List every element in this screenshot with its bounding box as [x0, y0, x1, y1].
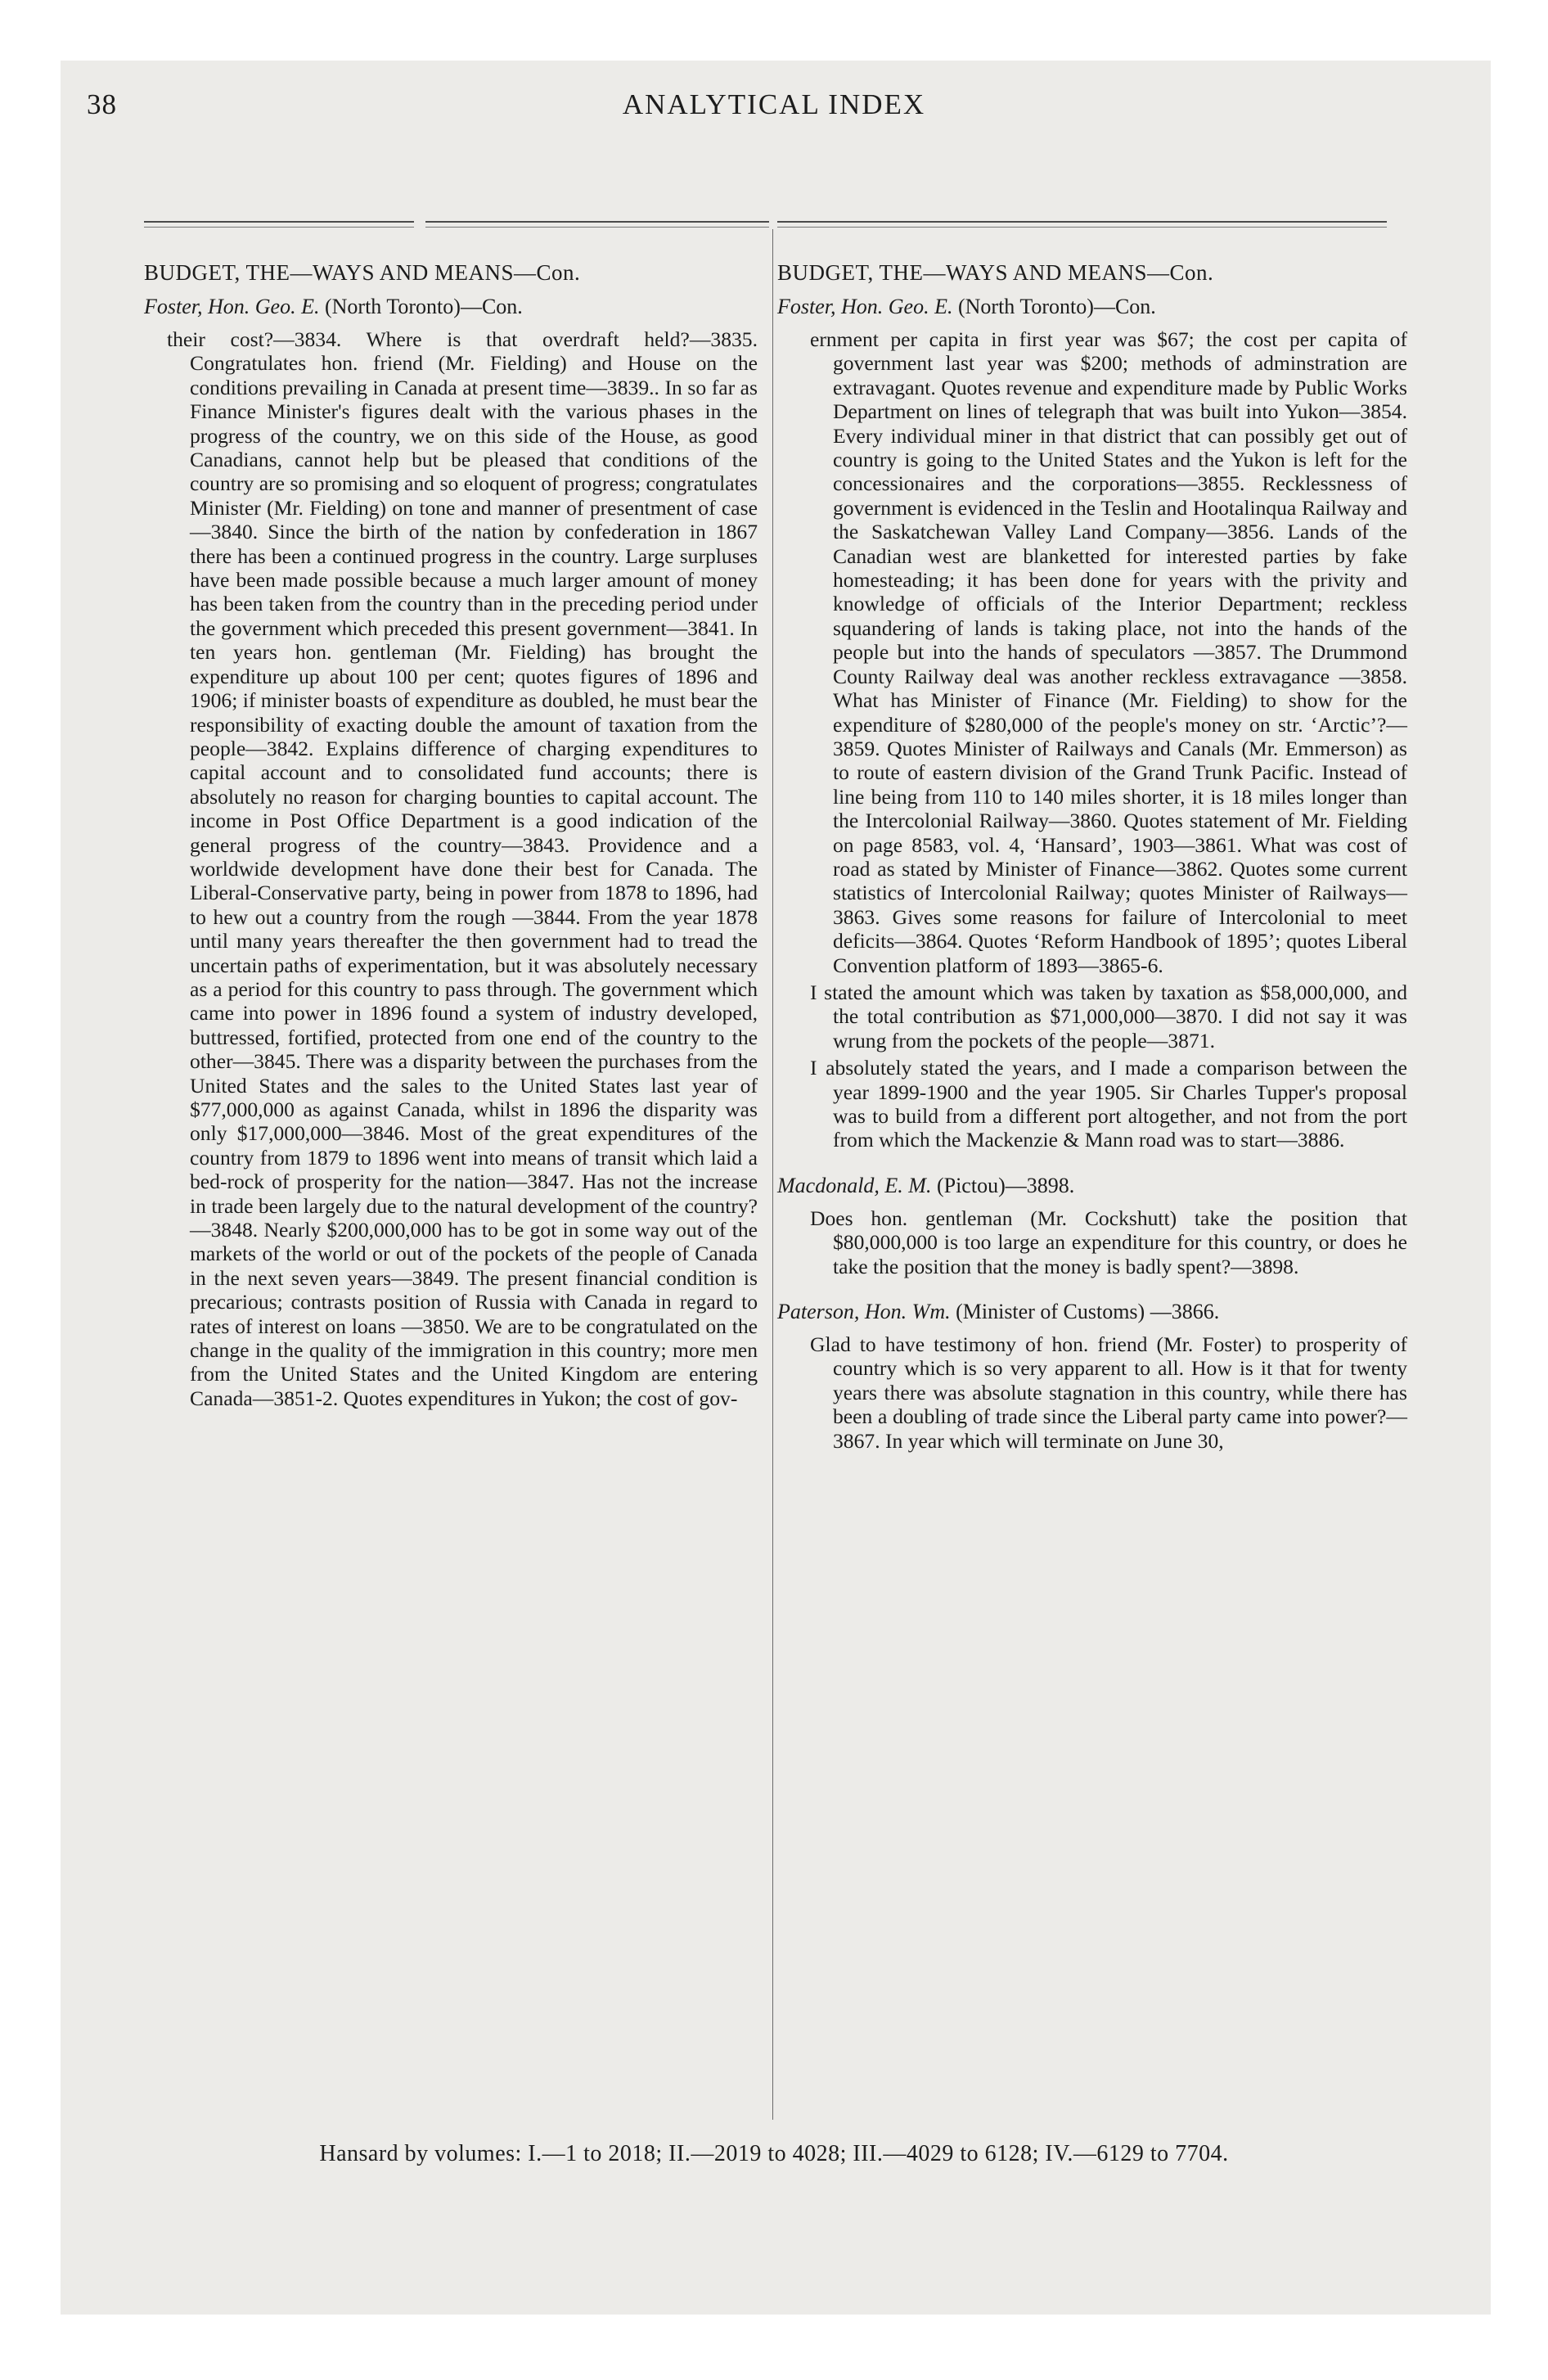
entry-text: their cost?—3834. Where is that overdraft held?—3835. Congratulates hon. friend (Mr. Fielding) and House on the conditions prevailing in Canada at present time—3839.. In so far as Finance Minister's figures dealt with the various phases in the progress of the country, we on this side of the House, as good Canadians, cannot help but be pleased that conditions of the country are so promising and so eloquent of progress; congratulates Minister (Mr. Fielding) on tone and manner of presentment of case—3840. Since the birth of the nation by confederation in 1867 there has been a continued progress in the country. Large surpluses have been made possible because a much larger amount of money has been taken from the country than in the preceding period under the government which preceded this present government—3841. In ten years hon. gentleman (Mr. Fielding) has brought the expenditure up about 100 per cent; quotes figures of 1896 and 1906; if minister boasts of expenditure as doubled, he must bear the responsibility of exacting double the amount of taxation from the people—3842. Explains difference of charging expenditures to capital account and to consolidated fund accounts; there is absolutely no reason for charging bounties to capital account. The income in Post Office Department is a good indication of the general progress of the country—3843. Providence and a worldwide development have done their best for Canada. The Liberal-Conservative party, being in power from 1878 to 1896, had to hew out a country from the rough —3844. From the year 1878 until many years thereafter the then government had to tread the uncertain paths of experimentation, but it was absolutely necessary as a period for this country to pass through. The government which came into power in 1896 found a system of industry developed, buttressed, fortified, protected from one end of the country to the other—3845. There was a disparity between the purchases from the United States and the sales to the United States last year of $77,000,000 as against Canada, whilst in 1896 the disparity was only $17,000,000—3846. Most of the great expenditures of the country from 1879 to 1896 went into means of transit which laid a bed-rock of prosperity for the nation—3847. Has not the increase in trade been largely due to the natural development of the country?—3848. Nearly $200,000,000 has to be got in some way out of the markets of the world or out of the pockets of the people of Canada in the next seven years—3849. The present financial condition is precarious; contrasts position of Russia with Canada in regard to rates of interest on loans —3850. We are to be congratulated on the change in the quality of the immigration in this country; more men from the United States and the United Kingdom are entering Canada—3851-2. Quotes expenditures in Yukon; the cost of gov-	[167, 327, 758, 1410]
speaker-detail: (North Toronto)—Con.	[957, 295, 1156, 318]
speaker-name: Macdonald, E. M.	[777, 1173, 932, 1197]
page-number: 38	[87, 88, 117, 120]
section-heading: BUDGET, THE—WAYS AND MEANS—Con.	[144, 260, 581, 285]
header-rule-mid-top	[425, 221, 769, 223]
speaker-line	[777, 1296, 1407, 1327]
header-rule-mid-bottom	[425, 227, 769, 228]
header-rule-right-bottom	[777, 227, 1387, 228]
entry-text: Glad to have testimony of hon. friend (Mr. Foster) to prosperity of country which is so very apparent to all. How is it that for twenty years there was absolute stagnation in this country, while there has been a doubling of trade since the Liberal party came into power?—3867. In year which will terminate on June 30,	[810, 1332, 1407, 1453]
speaker-line	[777, 291, 1407, 322]
entry-text: I stated the amount which was taken by taxation as $58,000,000, and the total contribution as $71,000,000—3870. I did not say it was wrung from the pockets of the people—3871.	[810, 980, 1407, 1053]
speaker-detail: (Minister of Customs) —3866.	[956, 1300, 1220, 1324]
speaker-name: Foster, Hon. Geo. E.	[144, 295, 320, 318]
speaker-line	[144, 291, 758, 322]
header-rule-left-top	[144, 221, 414, 223]
entry-text: Does hon. gentleman (Mr. Cockshutt) take the position that $80,000,000 is too large an expenditure for this country, or does he take the position that the money is badly spent?—3898.	[810, 1206, 1407, 1278]
footer-volumes: Hansard by volumes: I.—1 to 2018; II.—2019 to 4028; III.—4029 to 6128; IV.—6129 to 7704.	[319, 2141, 1229, 2166]
entry-text: ernment per capita in first year was $67; the cost per capita of government last year was $200; methods of adminstration are extravagant. Quotes revenue and expenditure made by Public Works Department on lines of telegraph that was built into Yukon—3854. Every individual miner in that district that can possibly get out of country is going to the United States and the Yukon is left for the concessionaires and the corporations—3855. Recklessness of government is evidenced in the Teslin and Hootalinqua Railway and the Saskatchewan Valley Land Company—3856. Lands of the Canadian west are blanketted for interested parties by fake homesteading; it has been done for years with the privity and knowledge of officials of the Interior Department; reckless squandering of lands is taking place, not into the hands of the people but into the hands of speculators —3857. The Drummond County Railway deal was another reckless extravagance —3858. What has Minister of Finance (Mr. Fielding) to show for the expenditure of $280,000 of the people's money on str. ‘Arctic’?—3859. Quotes Minister of Railways and Canals (Mr. Emmerson) as to route of eastern division of the Grand Trunk Pacific. Instead of line being from 110 to 140 miles shorter, it is 18 miles longer than the Intercolonial Railway—3860. Quotes statement of Mr. Fielding on page 8583, vol. 4, ‘Hansard’, 1903—3861. What was cost of road as stated by Minister of Finance—3862. Quotes some current statistics of Intercolonial Railway; quotes Minister of Railways—3863. Gives some reasons for failure of Intercolonial to meet deficits—3864. Quotes ‘Reform Handbook of 1895’; quotes Liberal Convention platform of 1893—3865-6.	[810, 327, 1407, 977]
left-column	[144, 257, 758, 1410]
speaker-line	[777, 1170, 1407, 1201]
running-head: ANALYTICAL INDEX	[622, 88, 926, 120]
header-rule-right-top	[777, 221, 1387, 223]
speaker-detail: (Pictou)—3898.	[936, 1173, 1075, 1197]
right-column	[777, 257, 1407, 1453]
entry-text: I absolutely stated the years, and I made a comparison between the year 1899-1900 and the year 1905. Sir Charles Tupper's proposal was to build from a different port altogether, and not from the port from which the Mackenzie & Mann road was to start—3886.	[810, 1056, 1407, 1152]
speaker-name: Foster, Hon. Geo. E.	[777, 295, 953, 318]
column-divider	[772, 229, 773, 2120]
header-rule-left-bottom	[144, 227, 414, 228]
speaker-name: Paterson, Hon. Wm.	[777, 1300, 951, 1324]
speaker-detail: (North Toronto)—Con.	[324, 295, 523, 318]
section-heading: BUDGET, THE—WAYS AND MEANS—Con.	[777, 260, 1214, 285]
